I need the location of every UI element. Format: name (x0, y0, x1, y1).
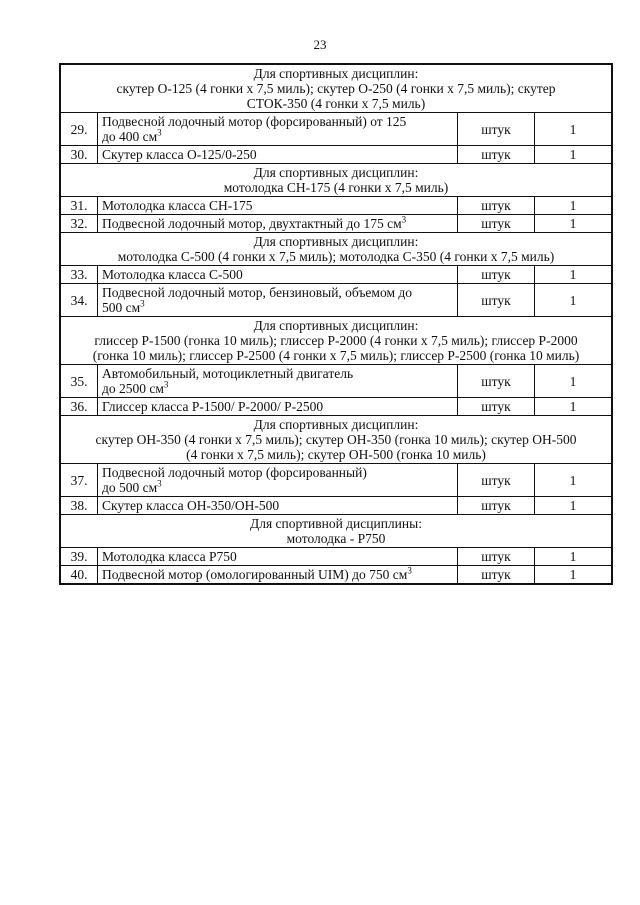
row-number: 29. (60, 113, 98, 146)
description-text: Подвесной лодочный мотор (форсированный) (102, 465, 367, 480)
description-text: Скутер класса ОН-350/ОН-500 (102, 498, 280, 513)
section-discipline-line: (гонка 10 миль); глиссер Р-2500 (4 гонки х 7,5 миль); глиссер Р-2500 (гонка 10 миль) (92, 348, 580, 363)
unit-of-measure: штук (458, 146, 535, 164)
row-number: 34. (60, 284, 98, 317)
description-line (102, 285, 453, 300)
quantity: 1 (535, 365, 613, 398)
page-number: 23 (313, 37, 327, 52)
unit-superscript: 3 (157, 478, 162, 489)
table-row (60, 113, 612, 146)
description-text: до 500 см (102, 480, 158, 495)
quantity: 1 (535, 146, 613, 164)
row-number: 33. (60, 266, 98, 284)
unit-of-measure: штук (458, 113, 535, 146)
section-title: Для спортивных дисциплин: (253, 66, 419, 81)
unit-superscript: 3 (157, 127, 162, 138)
section-title: Для спортивных дисциплин: (253, 234, 419, 249)
section-header (60, 416, 612, 464)
description-line (102, 267, 453, 282)
item-description (98, 146, 458, 164)
description-text: Подвесной мотор (омологированный UIM) до 750 см (102, 567, 408, 582)
quantity: 1 (535, 548, 613, 566)
section-discipline-line: скутер О-125 (4 гонки х 7,5 миль); скутер О-250 (4 гонки х 7,5 миль); скутер (116, 81, 556, 96)
description-text: Мотолодка класса С-500 (102, 267, 243, 282)
description-line (102, 549, 453, 564)
quantity: 1 (535, 398, 613, 416)
item-description (98, 197, 458, 215)
equipment-table (59, 63, 613, 585)
table-row (60, 566, 612, 585)
quantity: 1 (535, 284, 613, 317)
description-line (102, 567, 453, 582)
row-number: 31. (60, 197, 98, 215)
unit-superscript: 3 (407, 565, 412, 576)
section-header (60, 64, 612, 113)
item-description (98, 215, 458, 233)
description-text: Подвесной лодочный мотор (форсированный) от 125 (102, 114, 407, 129)
section-header-row (60, 164, 612, 197)
unit-of-measure: штук (458, 266, 535, 284)
section-discipline-line: глиссер Р-1500 (гонка 10 миль); глиссер Р-2000 (4 гонки х 7,5 миль); глиссер Р-2000 (94, 333, 578, 348)
item-description (98, 284, 458, 317)
section-discipline-line: скутер ОН-350 (4 гонки х 7,5 миль); скутер ОН-350 (гонка 10 миль); скутер ОН-500 (95, 432, 577, 447)
section-discipline-line: СТОК-350 (4 гонки х 7,5 миль) (246, 96, 426, 111)
row-number: 37. (60, 464, 98, 497)
unit-superscript: 3 (140, 298, 145, 309)
section-discipline-line: мотолодка СН-175 (4 гонки х 7,5 миль) (223, 180, 449, 195)
quantity: 1 (535, 266, 613, 284)
quantity: 1 (535, 566, 613, 585)
row-number: 36. (60, 398, 98, 416)
item-description (98, 566, 458, 585)
unit-of-measure: штук (458, 464, 535, 497)
table-row (60, 365, 612, 398)
description-text: до 400 см (102, 129, 158, 144)
row-number: 30. (60, 146, 98, 164)
section-header-row (60, 416, 612, 464)
section-discipline-line: мотолодка С-500 (4 гонки х 7,5 миль); мотолодка С-350 (4 гонки х 7,5 миль) (117, 249, 555, 264)
quantity: 1 (535, 113, 613, 146)
row-number: 35. (60, 365, 98, 398)
description-text: Мотолодка класса Р750 (102, 549, 237, 564)
row-number: 39. (60, 548, 98, 566)
description-line (102, 366, 453, 381)
section-header-row (60, 233, 612, 266)
section-title: Для спортивных дисциплин: (253, 165, 419, 180)
quantity: 1 (535, 497, 613, 515)
description-text: Автомобильный, мотоциклетный двигатель (102, 366, 354, 381)
table-row (60, 548, 612, 566)
description-line (102, 198, 453, 213)
description-text: Скутер класса О-125/0-250 (102, 147, 257, 162)
table-row (60, 215, 612, 233)
description-line (102, 129, 453, 144)
description-line (102, 498, 453, 513)
unit-of-measure: штук (458, 284, 535, 317)
table-row (60, 146, 612, 164)
table-row (60, 398, 612, 416)
description-text: 500 см (102, 300, 141, 315)
section-title: Для спортивной дисциплины: (250, 516, 422, 531)
unit-of-measure: штук (458, 548, 535, 566)
table-row (60, 464, 612, 497)
unit-of-measure: штук (458, 365, 535, 398)
description-line (102, 300, 453, 315)
unit-of-measure: штук (458, 197, 535, 215)
section-discipline-line: (4 гонки х 7,5 миль); скутер ОН-500 (гонка 10 миль) (186, 447, 486, 462)
description-text: Подвесной лодочный мотор, двухтактный до 175 см (102, 216, 402, 231)
table-row (60, 197, 612, 215)
section-title: Для спортивных дисциплин: (253, 318, 419, 333)
table-row (60, 497, 612, 515)
section-header (60, 515, 612, 548)
description-line (102, 147, 453, 162)
item-description (98, 548, 458, 566)
unit-superscript: 3 (163, 379, 169, 390)
section-header (60, 317, 612, 365)
description-line (102, 114, 453, 129)
description-line (102, 381, 453, 396)
table-row (60, 266, 612, 284)
item-description (98, 497, 458, 515)
description-text: Мотолодка класса СН-175 (102, 198, 253, 213)
row-number: 40. (60, 566, 98, 585)
section-title: Для спортивных дисциплин: (253, 417, 419, 432)
description-text: Глиссер класса Р-1500/ Р-2000/ Р-2500 (102, 399, 324, 414)
item-description (98, 266, 458, 284)
section-header-row (60, 64, 612, 113)
description-text: Подвесной лодочный мотор, бензиновый, объемом до (102, 285, 412, 300)
quantity: 1 (535, 215, 613, 233)
item-description (98, 365, 458, 398)
description-line (102, 480, 453, 495)
unit-of-measure: штук (458, 398, 535, 416)
description-line (102, 399, 453, 414)
row-number: 32. (60, 215, 98, 233)
item-description (98, 464, 458, 497)
quantity: 1 (535, 464, 613, 497)
unit-superscript: 3 (401, 214, 407, 225)
unit-of-measure: штук (458, 566, 535, 585)
section-header (60, 233, 612, 266)
unit-of-measure: штук (458, 215, 535, 233)
section-header-row (60, 515, 612, 548)
description-line (102, 216, 453, 231)
table-row (60, 284, 612, 317)
section-discipline-line: мотолодка - Р750 (286, 531, 386, 546)
quantity: 1 (535, 197, 613, 215)
item-description (98, 398, 458, 416)
description-text: до 2500 см (102, 381, 164, 396)
section-header-row (60, 317, 612, 365)
unit-of-measure: штук (458, 497, 535, 515)
section-header (60, 164, 612, 197)
row-number: 38. (60, 497, 98, 515)
description-line (102, 465, 453, 480)
item-description (98, 113, 458, 146)
